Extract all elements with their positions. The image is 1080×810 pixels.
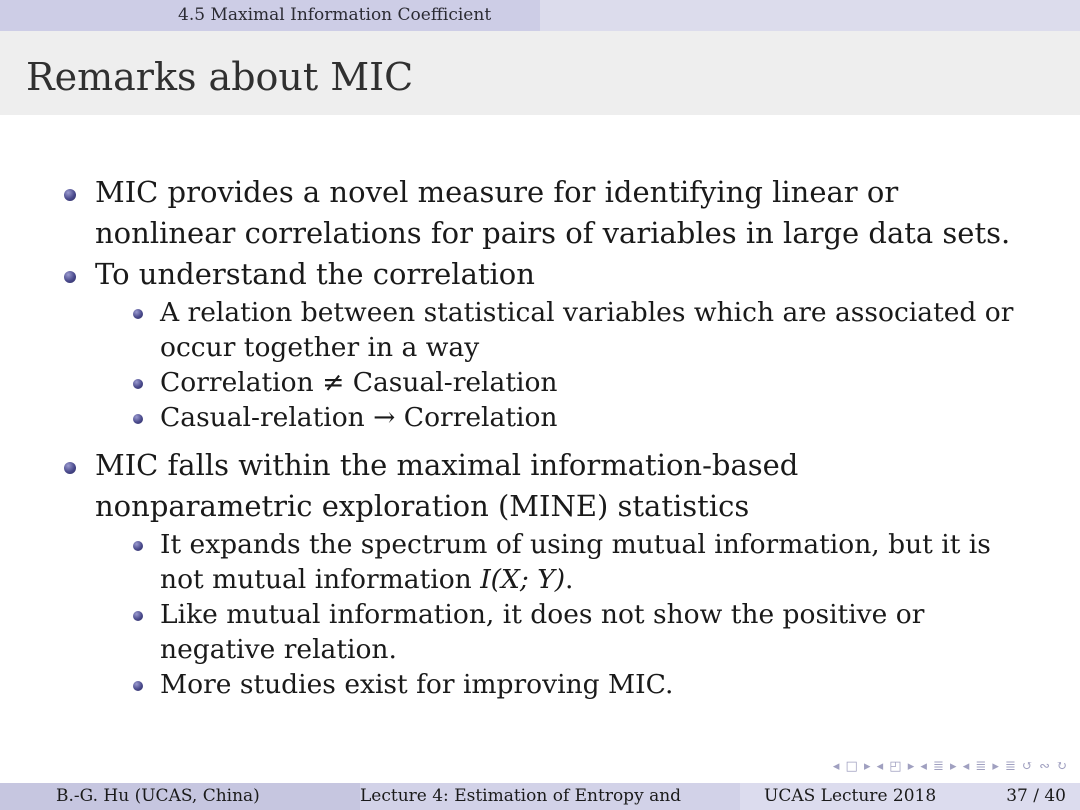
bullet-icon [64,189,76,201]
sub-bullet-text: More studies exist for improving MIC. [160,669,674,700]
footer-course: UCAS Lecture 2018 [764,786,937,806]
sub-bullet-item [160,365,1040,400]
footer [0,783,1080,810]
bullet-icon [133,309,143,319]
frame-title: Remarks about MIC [26,55,414,99]
sub-bullet-item [160,597,1040,667]
bullet-icon [64,462,76,474]
math-expression: I(X; Y) [480,564,566,595]
bullet-icon [133,541,143,551]
sub-bullet-text: It expands the spectrum of using mutual information, but it is not mutual information [160,529,991,595]
sub-bullet-item [160,400,1040,435]
bullet-text: To understand the correlation [95,257,535,291]
bullet-icon [133,379,143,389]
footer-title-box [360,783,740,810]
footer-lecture-title[interactable]: Lecture 4: Estimation of Entropy and [360,786,682,806]
footer-author-box [0,783,360,810]
sub-bullet-text: Casual-relation → Correlation [160,402,558,433]
slide-content [0,172,1080,702]
bullet-item [95,445,1025,527]
bullet-icon [133,681,143,691]
sub-bullet-item [160,295,1040,365]
sub-bullet-item [160,527,1040,597]
bullet-item [95,254,1025,295]
sub-bullet-period: . [565,564,574,595]
navigation-icons[interactable]: ◂ □ ▸ ◂ ◰ ▸ ◂ ≣ ▸ ◂ ≣ ▸ ≣ ↺ ∾ ↻ [832,759,1068,774]
sub-bullet-text: Like mutual information, it does not show the positive or negative relation. [160,599,925,665]
sub-bullet-text: A relation between statistical variables which are associated or occur together in a way [160,297,1014,363]
spacer [0,435,1080,445]
section-label[interactable]: 4.5 Maximal Information Coefficient [0,0,540,31]
bullet-text: MIC provides a novel measure for identifying linear or nonlinear correlations for pairs of variables in large data sets. [95,175,1011,250]
bullet-item [95,172,1025,254]
sub-bullet-text: Correlation ≠ Casual-relation [160,367,558,398]
footer-author[interactable]: B.-G. Hu (UCAS, China) [56,786,260,806]
bullet-icon [133,611,143,621]
footer-info-box [740,783,1080,810]
bullet-icon [64,271,76,283]
footer-page-number: 37 / 40 [1006,786,1066,806]
bullet-text: MIC falls within the maximal information-based nonparametric exploration (MINE) statistics [95,448,799,523]
sub-bullet-item [160,667,1040,702]
bullet-icon [133,414,143,424]
